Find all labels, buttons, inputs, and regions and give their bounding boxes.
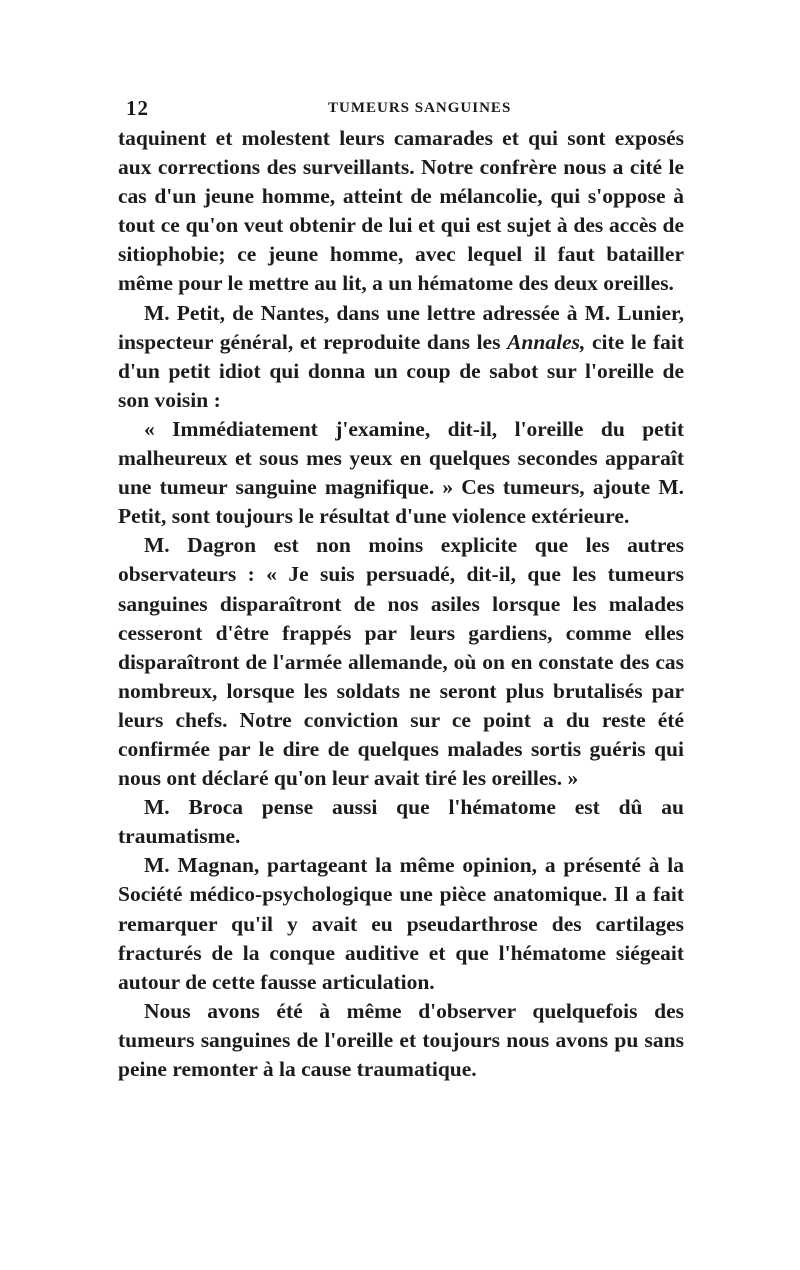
paragraph-4: M. Dagron est non moins explicite que les autres observateurs : « Je suis persuadé, dit-il, que les tumeurs sanguines disparaîtront de nos asiles lorsque les malades cesseront d'être frappés par leurs gardiens, comme elles disparaîtront de l'armée allemande, où on en constate des cas nombreux, lorsque les soldats ne seront plus brutalisés par leurs chefs. Notre conviction sur ce point a du reste été confirmée par le dire de quelques malades sortis guéris qui nous ont déclaré qu'on leur avait tiré les oreilles. » xyxy=(118,533,684,791)
paragraph-2-text-before: M. Petit, de Nantes, dans une lettre adressée à M. Lunier, inspecteur général, et reproduite dans les xyxy=(118,300,684,354)
paragraph-6: M. Magnan, partageant la même opinion, a présenté à la Société médico-psychologique une pièce anatomique. Il a fait remarquer qu'il y avait eu pseudarthrose des cartilages fracturés de la conque auditive et que l'hématome siégeait autour de cette fausse articulation. xyxy=(118,853,684,994)
body-text xyxy=(118,124,684,1084)
running-title: TUMEURS SANGUINES xyxy=(328,100,512,116)
paragraph-7: Nous avons été à même d'observer quelquefois des tumeurs sanguines de l'oreille et toujours nous avons pu sans peine remonter à la cause traumatique. xyxy=(118,998,684,1081)
paragraph-2 xyxy=(118,299,684,415)
paragraph-2-text-after: cite le fait d'un petit idiot qui donna un coup de sabot sur l'oreille de son voisin : xyxy=(118,329,685,412)
paragraph-5: M. Broca pense aussi que l'hématome est dû au traumatisme. xyxy=(118,795,684,849)
page-number: 12 xyxy=(126,96,149,120)
annales-title: Annales, xyxy=(507,329,586,354)
paragraph-3: « Immédiatement j'examine, dit-il, l'oreille du petit malheureux et sous mes yeux en quelques secondes apparaît une tumeur sanguine magnifique. » Ces tumeurs, ajoute M. Petit, sont toujours le résultat d'une violence extérieure. xyxy=(118,416,684,529)
paragraph-1: taquinent et molestent leurs camarades et qui sont exposés aux corrections des surveillants. Notre confrère nous a cité le cas d'un jeune homme, atteint de mélancolie, qui s'oppose à tout ce qu'on veut obtenir de lui et qui est sujet à des accès de sitiophobie; ce jeune homme, avec lequel il faut batailler même pour le mettre au lit, a un hématome des deux oreilles. xyxy=(118,126,684,296)
page-header xyxy=(118,96,680,120)
